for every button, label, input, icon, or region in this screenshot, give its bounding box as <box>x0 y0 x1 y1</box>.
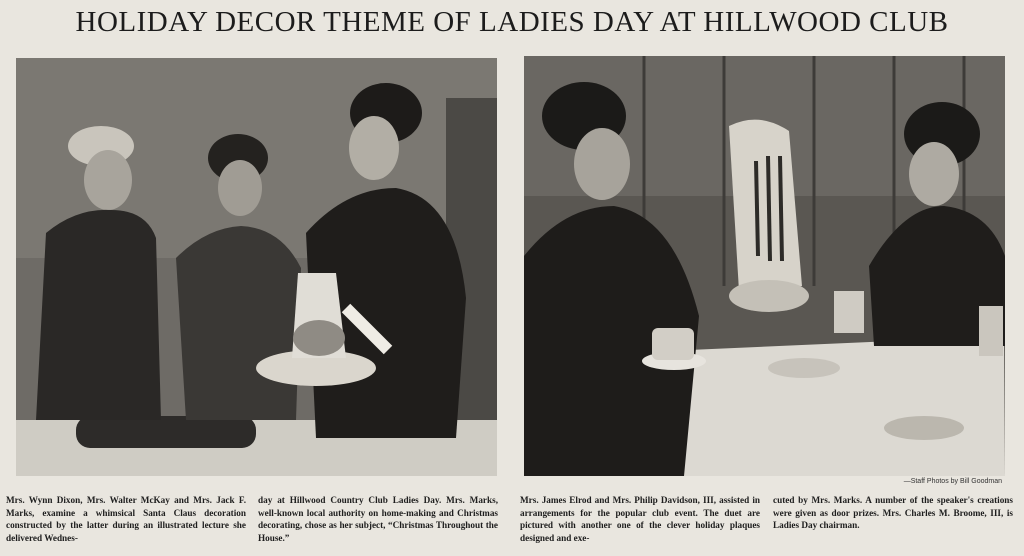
photo-three-women-santa-decoration <box>16 58 497 476</box>
headline: HOLIDAY DECOR THEME OF LADIES DAY AT HILLWOOD CLUB <box>75 6 949 38</box>
caption-column-4: cuted by Mrs. Marks. A number of the speaker's creations were given as door prizes. Mrs. Charles M. Broome, III, is Ladies Day chairman. <box>773 495 1013 530</box>
photo-credit: —Staff Photos by Bill Goodman <box>903 478 1002 485</box>
caption-column-1: Mrs. Wynn Dixon, Mrs. Walter McKay and Mrs. Jack F. Marks, examine a whimsical Santa Claus decoration constructed by the latter during an illustrated lecture she delivered Wednes- <box>6 495 246 543</box>
caption-column-3: Mrs. James Elrod and Mrs. Philip Davidson, III, assisted in arrangements for the popular club event. The duet are pictured with another one of the clever holiday plaques designed and exe- <box>520 495 760 543</box>
caption-column-2: day at Hillwood Country Club Ladies Day. Mrs. Marks, well-known local authority on home-making and Christmas decorating, chose as her subject, “Christmas Throughout the House.” <box>258 495 498 543</box>
photo-two-women-holiday-plaque <box>524 56 1005 476</box>
